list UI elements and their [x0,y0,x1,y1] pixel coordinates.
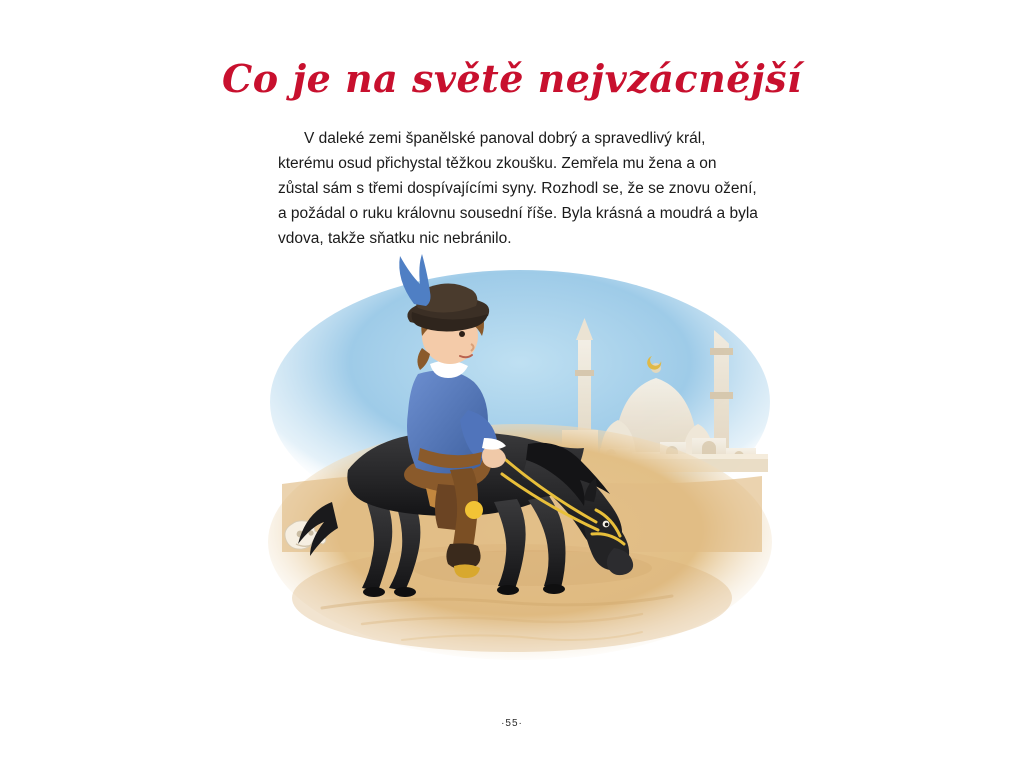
page-title: Co je na světě nejvzácnější [222,56,802,101]
rider-eye [459,331,465,337]
page-number: ·55· [501,718,523,729]
sash-knot [465,501,483,519]
illustration-svg [262,252,782,682]
story-text-block [278,126,758,251]
story-paragraph: V daleké zemi španělské panoval dobrý a spravedlivý král, kterému osud přichystal těžkou zkoušku. Zemřela mu žena a on zůstal sám s třemi dospívajícími syny. Rozhodl se, že se znovu ožení, a požádal o ruku královnu sousední říše. Byla krásná a moudrá a byla vdova, takže sňatku nic nebránilo. [278,130,758,247]
story-illustration [262,252,782,682]
